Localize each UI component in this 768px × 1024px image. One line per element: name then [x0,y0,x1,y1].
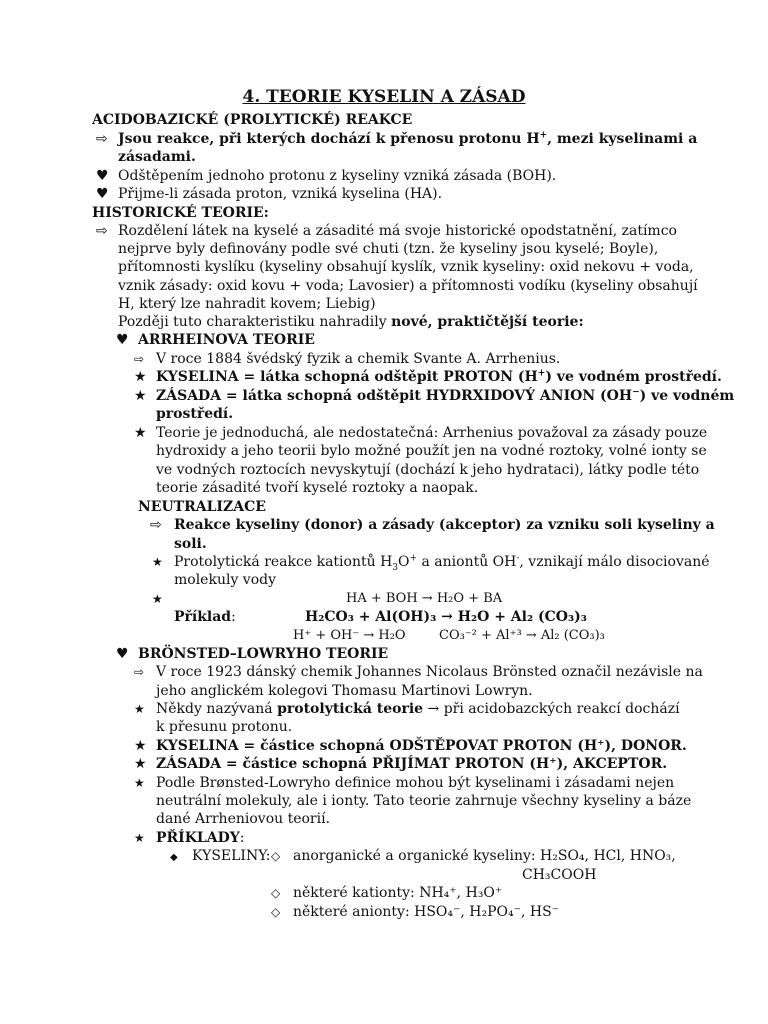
paragraph-line: dané Arrheniovou teorií. [156,811,331,827]
star-bullet-icon: ★ [134,425,147,441]
definition-acid: KYSELINA = látka schopná odštěpit PROTON (H+) ve vodném prostředí. [156,368,722,385]
section-heading-historicke: HISTORICKÉ TEORIE: [92,205,269,221]
diamond-bullet-icon: ◆ [170,852,178,863]
star-bullet-icon: ★ [134,369,147,385]
bullet-text-cont: soli. [174,536,207,552]
arrow-bullet-icon: ⇨ [134,665,145,679]
example-label: Příklad: [174,609,236,625]
paragraph-line: molekuly vody [174,572,277,588]
subsection-heading-bronsted: BRÖNSTED–LOWRYHO TEORIE [138,646,389,662]
paragraph-line: Někdy nazývaná protolytická teorie → při acidobazckých reakcí dochází [156,701,680,717]
heart-bullet-icon: ♥ [96,186,109,202]
open-diamond-bullet-icon: ◇ [271,886,281,900]
paragraph-line: neutrální molekuly, ale i ionty. Tato teorie zahrnuje všechny kyseliny a báze [156,793,692,809]
paragraph-line: H, který lze nahradit kovem; Liebig) [118,296,376,312]
paragraph-line: Rozdělení látek na kyselé a zásadité má svoje historické opodstatnění, zatímco [118,223,677,239]
paragraph-line: hydroxidy a jeho teorii bylo možné použít jen na vodné roztoky, volné ionty se [156,443,707,459]
star-bullet-icon: ★ [134,738,147,754]
equation-ionic-2: CO₃⁻² + Al⁺³ → Al₂ (CO₃)₃ [439,628,605,643]
paragraph-line: Později tuto charakteristiku nahradily nové, praktičtější teorie: [118,314,584,330]
example-item: některé anionty: HSO₄⁻, H₂PO₄⁻, HS⁻ [293,904,560,920]
open-diamond-bullet-icon: ◇ [271,905,281,919]
bullet-text-cont: zásadami. [118,149,196,165]
equation-example: H₂CO₃ + Al(OH)₃ → H₂O + Al₂ (CO₃)₃ [305,609,587,625]
star-bullet-icon: ★ [152,592,163,606]
bullet-text: Jsou reakce, při kterých dochází k přenosu protonu H+, mezi kyselinami a [118,130,698,147]
heart-bullet-icon: ♥ [116,332,129,348]
paragraph-line: přítomnosti kyslíku (kyseliny obsahují kyslík, vznik kyseliny: oxid nekovu + voda, [118,259,694,275]
heart-bullet-icon: ♥ [116,646,129,662]
arrow-bullet-icon: ⇨ [150,517,162,533]
star-bullet-icon: ★ [134,702,145,716]
definition-acid: KYSELINA = částice schopná ODŠTĚPOVAT PROTON (H⁺), DONOR. [156,738,687,754]
arrow-bullet-icon: ⇨ [96,223,108,239]
acids-label: KYSELINY: [192,848,271,864]
star-bullet-icon: ★ [134,756,147,772]
bullet-text: V roce 1884 švédský fyzik a chemik Svante A. Arrhenius. [156,351,561,367]
paragraph-line: nejprve byly definovány podle své chuti (tzn. že kyseliny jsou kyselé; Boyle), [118,241,659,257]
arrow-bullet-icon: ⇨ [96,131,108,147]
paragraph-line: k přesunu protonu. [156,719,293,735]
paragraph-line: Protolytická reakce kationtů $H_3O^+$ a aniontů OH-, vznikají málo disociované [174,553,710,573]
star-bullet-icon: ★ [152,555,163,569]
paragraph-line: teorie zásadité tvoří kyselé roztoky a naopak. [156,480,479,496]
definition-base-cont: prostředí. [156,406,234,422]
bullet-text: Přijme-li zásada proton, vzniká kyselina (HA). [118,186,443,202]
bullet-text: Odštěpením jednoho protonu z kyseliny vzniká zásada (BOH). [118,168,557,184]
example-item-cont: CH₃COOH [522,867,597,883]
subsection-heading-arrhenius: ARRHEINOVA TEORIE [138,332,315,348]
heart-bullet-icon: ♥ [96,168,109,184]
paragraph-line: vznik zásady: oxid kovu + voda; Lavosier) a přítomnosti vodíku (kyseliny obsahují [118,278,698,294]
definition-base: ZÁSADA = látka schopná odštěpit HYDRXIDOVÝ ANION (OH−) ve vodném [156,387,735,404]
subsection-heading-neutralizace: NEUTRALIZACE [138,499,266,515]
equation-general: HA + BOH → H₂O + BA [346,591,503,606]
equation-ionic: H⁺ + OH⁻ → H₂O [293,628,406,643]
open-diamond-bullet-icon: ◇ [271,849,281,863]
example-item: některé kationty: NH₄⁺, H₃O⁺ [293,885,503,901]
paragraph-line: ve vodných roztocích nevyskytují (dochází k jeho hydrataci), látky podle této [156,462,700,478]
star-bullet-icon: ★ [134,831,145,845]
paragraph-line: jeho anglickém kolegovi Thomasu Martinovi Lowryn. [156,683,533,699]
examples-heading: PŘÍKLADY: [156,830,245,846]
star-bullet-icon: ★ [134,776,145,790]
bullet-text: Reakce kyseliny (donor) a zásady (akceptor) za vzniku soli kyseliny a [174,517,715,533]
document-title: 4. TEORIE KYSELIN A ZÁSAD [242,87,526,107]
paragraph-line: Podle Brønsted-Lowryho definice mohou být kyselinami i zásadami nejen [156,775,675,791]
paragraph-line: V roce 1923 dánský chemik Johannes Nicolaus Brönsted označil nezávisle na [156,664,703,680]
arrow-bullet-icon: ⇨ [134,352,145,366]
star-bullet-icon: ★ [134,388,147,404]
example-item: anorganické a organické kyseliny: H₂SO₄, HCl, HNO₃, [293,848,676,864]
section-heading-acidobazicke: ACIDOBAZICKÉ (PROLYTICKÉ) REAKCE [92,112,413,128]
paragraph-line: Teorie je jednoduchá, ale nedostatečná: Arrhenius považoval za zásady pouze [156,425,708,441]
definition-base: ZÁSADA = částice schopná PŘIJÍMAT PROTON (H⁺), AKCEPTOR. [156,756,668,772]
